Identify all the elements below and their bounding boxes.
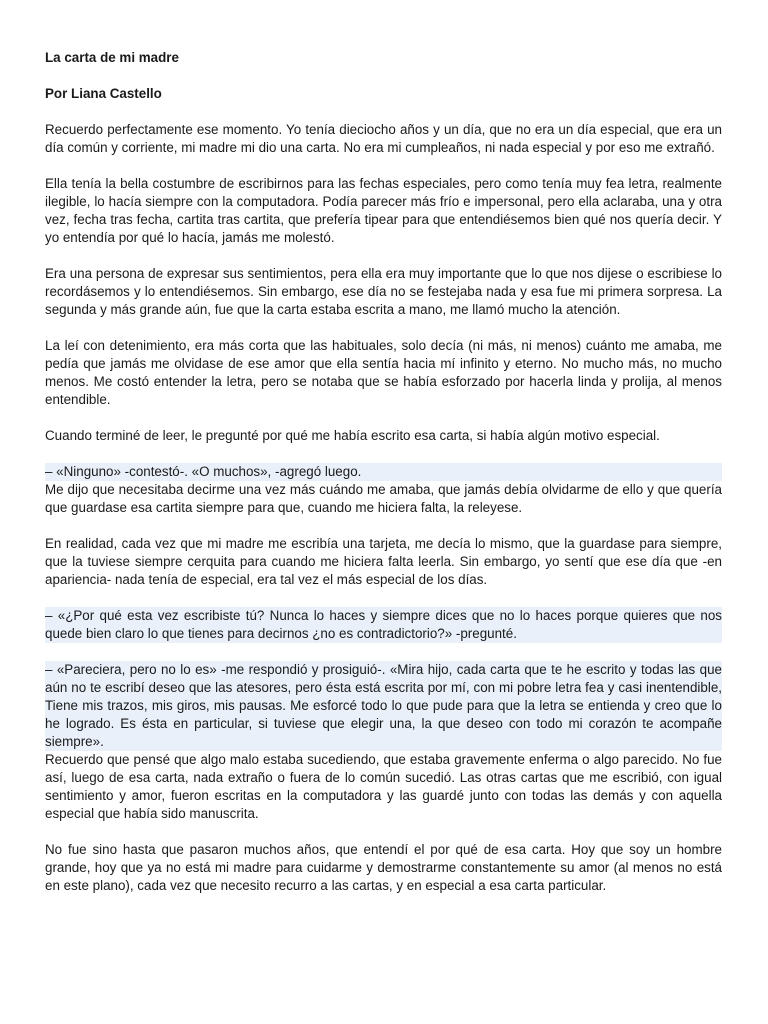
paragraph: La leí con detenimiento, era más corta que las habituales, solo decía (ni más, ni menos) cuánto me amaba, me pedía que jamás me olvidase de ese amor que ella sentía hacia mí infinito y eterno. No mucho más, no mucho menos. Me costó entender la letra, pero se notaba que se había esforzado por hacerla linda y prolija, al menos entendible. [45,338,722,407]
paragraph: Recuerdo perfectamente ese momento. Yo tenía dieciocho años y un día, que no era un día especial, que era un día común y corriente, mi madre mi dio una carta. No era mi cumpleaños, ni nada especial y por eso me extrañó. [45,122,722,155]
document-title: La carta de mi madre [45,50,179,65]
paragraph: Recuerdo que pensé que algo malo estaba sucediendo, que estaba gravemente enferma o algo parecido. No fue así, luego de esa carta, nada extraño o fuera de lo común sucedió. Las otras cartas que me escribió, con igual sentimiento y amor, fueron escritas en la computadora y las guardé junto con todas las demás y con aquella especial que había sido manuscrita. [45,752,722,821]
paragraph: Me dijo que necesitaba decirme una vez más cuándo me amaba, que jamás debía olvidarme de ello y que quería que guardase esa cartita siempre para que, cuando me hiciera falta, la releyese. [45,482,722,515]
paragraph: Cuando terminé de leer, le pregunté por qué me había escrito esa carta, si había algún motivo especial. [45,428,660,443]
document-page [45,49,722,895]
paragraph: En realidad, cada vez que mi madre me escribía una tarjeta, me decía lo mismo, que la guardase para siempre, que la tuviese siempre cerquita para cuando me hiciera falta leerla. Sin embargo, yo sentí que ese día que -en apariencia- nada tenía de especial, era tal vez el más especial de los días. [45,536,722,587]
document-author: Por Liana Castello [45,86,162,101]
paragraph: Ella tenía la bella costumbre de escribirnos para las fechas especiales, pero como tenía muy fea letra, realmente ilegible, lo hacía siempre con la computadora. Podía parecer más frío e impersonal, pero ella aclaraba, una y otra vez, fecha tras fecha, cartita tras cartita, que prefería tipear para que entendiésemos bien qué nos quería decir. Y yo entendía por qué lo hacía, jamás me molestó. [45,176,722,245]
dialogue-paragraph: – «Pareciera, pero no lo es» -me respondió y prosiguió-. «Mira hijo, cada carta que te he escrito y todas las que aún no te escribí deseo que las atesores, pero ésta está escrita por mí, con mi pobre letra fea y casi inentendible, Tiene mis trazos, mis giros, mis pausas. Me esforcé todo lo que pude para que la letra se entienda y creo que lo he logrado. Es ésta en particular, si tuviese que elegir una, la que deseo con todo mi corazón te acompañe siempre». [45,662,722,749]
paragraph: No fue sino hasta que pasaron muchos años, que entendí el por qué de esa carta. Hoy que soy un hombre grande, hoy que ya no está mi madre para cuidarme y demostrarme constantemente su amor (al menos no está en este plano), cada vez que necesito recurro a las cartas, y en especial a esa carta particular. [45,842,722,893]
dialogue-paragraph: – «Ninguno» -contestó-. «O muchos», -agregó luego. [45,463,722,481]
dialogue-paragraph: – «¿Por qué esta vez escribiste tú? Nunca lo haces y siempre dices que no lo haces porque quieres que nos quede bien claro lo que tienes para decirnos ¿no es contradictorio?» -pregunté. [45,608,722,641]
paragraph: Era una persona de expresar sus sentimientos, pera ella era muy importante que lo que nos dijese o escribiese lo recordásemos y lo entendiésemos. Sin embargo, ese día no se festejaba nada y esa fue mi primera sorpresa. La segunda y más grande aún, fue que la carta estaba escrita a mano, me llamó mucho la atención. [45,266,722,317]
